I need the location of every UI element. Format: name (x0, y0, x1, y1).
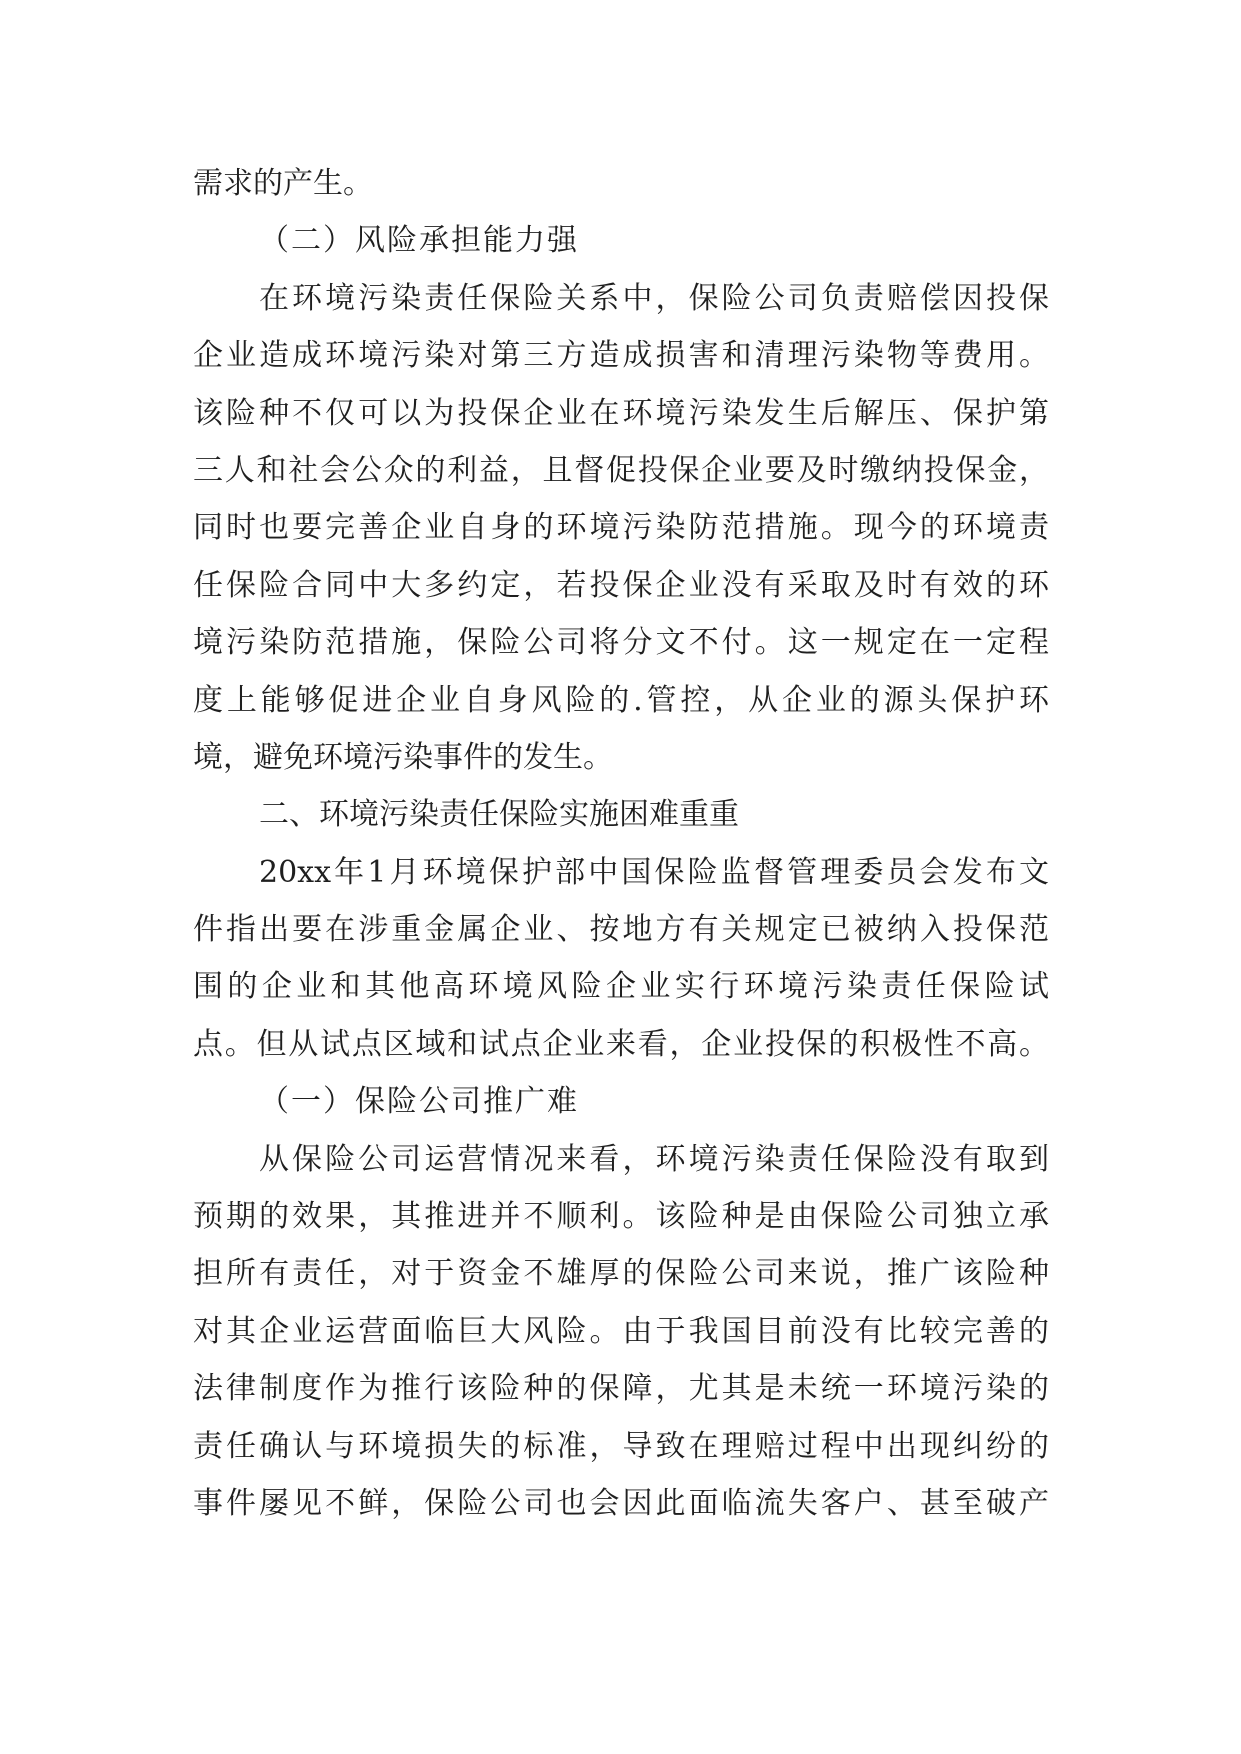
paragraph-line: 该险种不仅可以为投保企业在环境污染发生后解压、保护第 (193, 395, 1049, 431)
paragraph-line: 围的企业和其他高环境风险企业实行环境污染责任保险试 (193, 969, 1049, 1005)
paragraph-line: 担所有责任，对于资金不雄厚的保险公司来说，推广该险种 (193, 1256, 1049, 1292)
paragraph-line: 从保险公司运营情况来看，环境污染责任保险没有取到 (259, 1141, 1049, 1177)
paragraph-line: 境，避免环境污染事件的发生。 (193, 739, 613, 775)
paragraph-line: 企业造成环境污染对第三方造成损害和清理污染物等费用。 (193, 338, 1049, 374)
paragraph-line: 在环境污染责任保险关系中，保险公司负责赔偿因投保 (259, 280, 1049, 316)
paragraph-line: 点。但从试点区域和试点企业来看，企业投保的积极性不高。 (193, 1026, 1049, 1062)
document-body (193, 155, 1049, 1532)
paragraph-line: 需求的产生。 (193, 166, 373, 201)
paragraph-line: 事件屡见不鲜，保险公司也会因此面临流失客户、甚至破产 (193, 1485, 1049, 1521)
paragraph-line: 件指出要在涉重金属企业、按地方有关规定已被纳入投保范 (193, 912, 1049, 948)
paragraph-line: 度上能够促进企业自身风险的.管控，从企业的源头保护环 (193, 682, 1049, 718)
section-heading: （二）风险承担能力强 (259, 223, 579, 259)
paragraph-line: 对其企业运营面临巨大风险。由于我国目前没有比较完善的 (193, 1313, 1049, 1349)
section-heading: 二、环境污染责任保险实施困难重重 (259, 797, 739, 833)
paragraph-line: 20xx年1月环境保护部中国保险监督管理委员会发布文 (259, 854, 1049, 890)
paragraph-line: 法律制度作为推行该险种的保障，尤其是未统一环境污染的 (193, 1371, 1049, 1407)
paragraph-line: 责任确认与环境损失的标准，导致在理赔过程中出现纠纷的 (193, 1428, 1049, 1464)
section-heading: （一）保险公司推广难 (259, 1084, 579, 1120)
paragraph-line: 同时也要完善企业自身的环境污染防范措施。现今的环境责 (193, 510, 1049, 546)
paragraph-line: 任保险合同中大多约定，若投保企业没有采取及时有效的环 (193, 567, 1049, 603)
paragraph-line: 预期的效果，其推进并不顺利。该险种是由保险公司独立承 (193, 1199, 1049, 1235)
paragraph-line: 境污染防范措施，保险公司将分文不付。这一规定在一定程 (193, 625, 1049, 661)
paragraph-line: 三人和社会公众的利益，且督促投保企业要及时缴纳投保金， (193, 452, 1049, 488)
